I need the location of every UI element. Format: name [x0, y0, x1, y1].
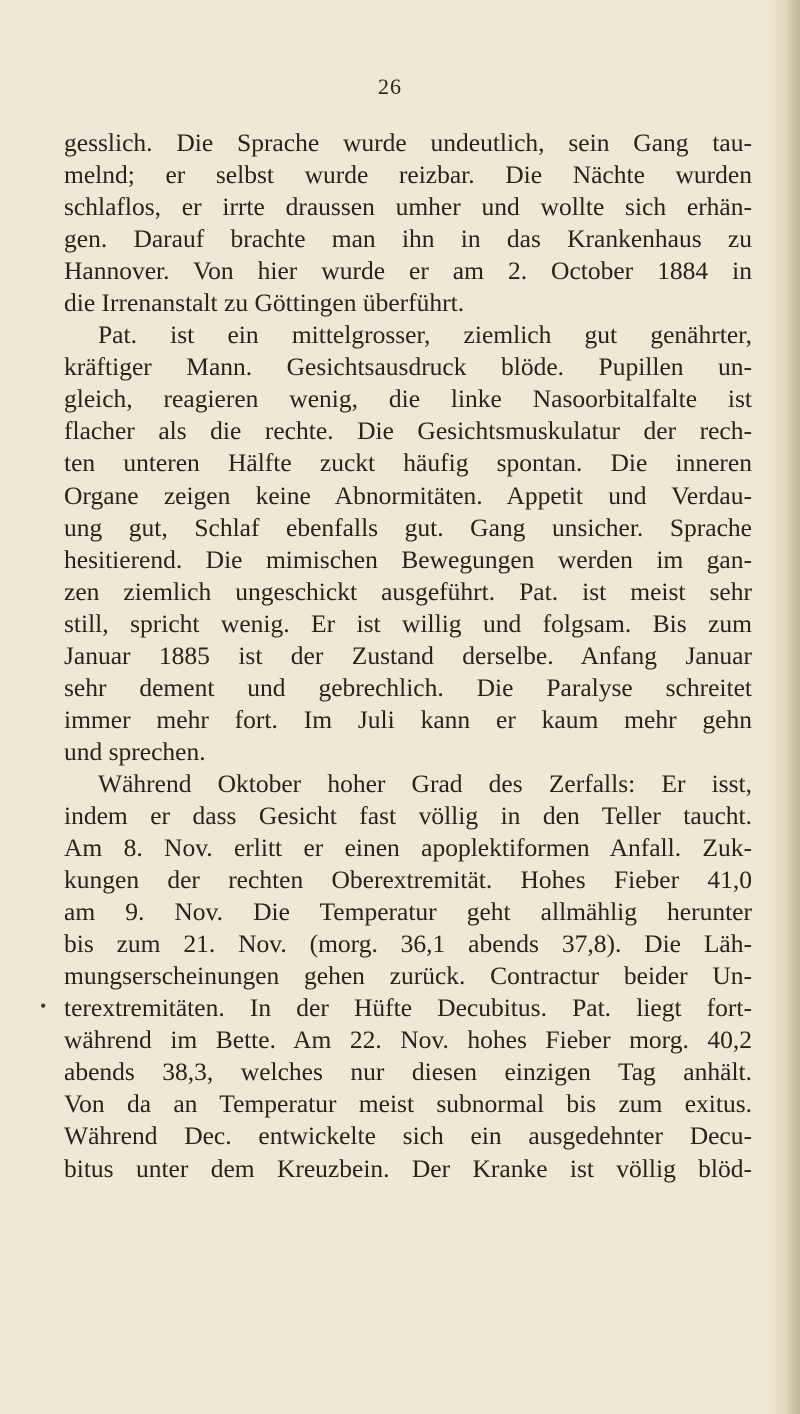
text-line: kräftiger Mann. Gesichtsausdruck blöde. Pupillen un- [64, 352, 752, 382]
text-line: Hannover. Von hier wurde er am 2. October 1884 in [64, 256, 752, 286]
text-line: terextremitäten. In der Hüfte Decubitus. Pat. liegt fort- [64, 993, 752, 1023]
text-line: gesslich. Die Sprache wurde undeutlich, sein Gang tau- [64, 128, 752, 157]
margin-mark: • [40, 996, 47, 1016]
text-line: melnd; er selbst wurde reizbar. Die Nächte wurden [64, 160, 752, 190]
text-line: Während Oktober hoher Grad des Zerfalls: Er isst, [98, 768, 752, 798]
text-line: Während Dec. entwickelte sich ein ausgedehnter Decu- [64, 1121, 752, 1151]
text-line: bis zum 21. Nov. (morg. 36,1 abends 37,8). Die Läh- [64, 929, 752, 959]
text-line: indem er dass Gesicht fast völlig in den Teller taucht. [64, 800, 752, 830]
text-line: zen ziemlich ungeschickt ausgeführt. Pat. ist meist sehr [64, 576, 752, 606]
page-number: 26 [378, 74, 402, 99]
text-line: Januar 1885 ist der Zustand derselbe. Anfang Januar [64, 640, 752, 670]
text-line: mungserscheinungen gehen zurück. Contractur beider Un- [64, 961, 752, 991]
text-line: still, spricht wenig. Er ist willig und folgsam. Bis zum [64, 608, 752, 638]
text-line: abends 38,3, welches nur diesen einzigen Tag anhält. [64, 1057, 752, 1087]
text-line: kungen der rechten Oberextremität. Hohes Fieber 41,0 [64, 865, 752, 895]
text-line: und sprechen. [64, 736, 206, 766]
text-line: immer mehr fort. Im Juli kann er kaum mehr gehn [64, 704, 752, 734]
text-line: gen. Darauf brachte man ihn in das Krankenhaus zu [64, 224, 752, 254]
text-line: ten unteren Hälfte zuckt häufig spontan. Die inneren [64, 448, 752, 478]
text-line: hesitierend. Die mimischen Bewegungen werden im gan- [64, 544, 752, 574]
text-line: schlaflos, er irrte draussen umher und wollte sich erhän- [64, 192, 752, 222]
text-line: bitus unter dem Kreuzbein. Der Kranke ist völlig blöd- [64, 1153, 752, 1183]
text-line: Organe zeigen keine Abnormitäten. Appetit und Verdau- [64, 480, 752, 510]
body-text [64, 127, 752, 1185]
text-line: Pat. ist ein mittelgrosser, ziemlich gut genährter, [98, 320, 752, 350]
text-line: am 9. Nov. Die Temperatur geht allmählig herunter [64, 897, 752, 927]
text-line: Am 8. Nov. erlitt er einen apoplektiformen Anfall. Zuk- [64, 833, 752, 863]
text-line: sehr dement und gebrechlich. Die Paralyse schreitet [64, 672, 752, 702]
text-line: Von da an Temperatur meist subnormal bis zum exitus. [64, 1089, 752, 1119]
text-line: die Irrenanstalt zu Göttingen überführt. [64, 288, 465, 318]
text-line: gleich, reagieren wenig, die linke Nasoorbitalfalte ist [64, 384, 752, 414]
text-line: während im Bette. Am 22. Nov. hohes Fieber morg. 40,2 [64, 1025, 752, 1055]
text-line: flacher als die rechte. Die Gesichtsmuskulatur der rech- [64, 416, 752, 446]
page-edge-shadow [766, 0, 800, 1414]
text-line: ung gut, Schlaf ebenfalls gut. Gang unsicher. Sprache [64, 512, 752, 542]
